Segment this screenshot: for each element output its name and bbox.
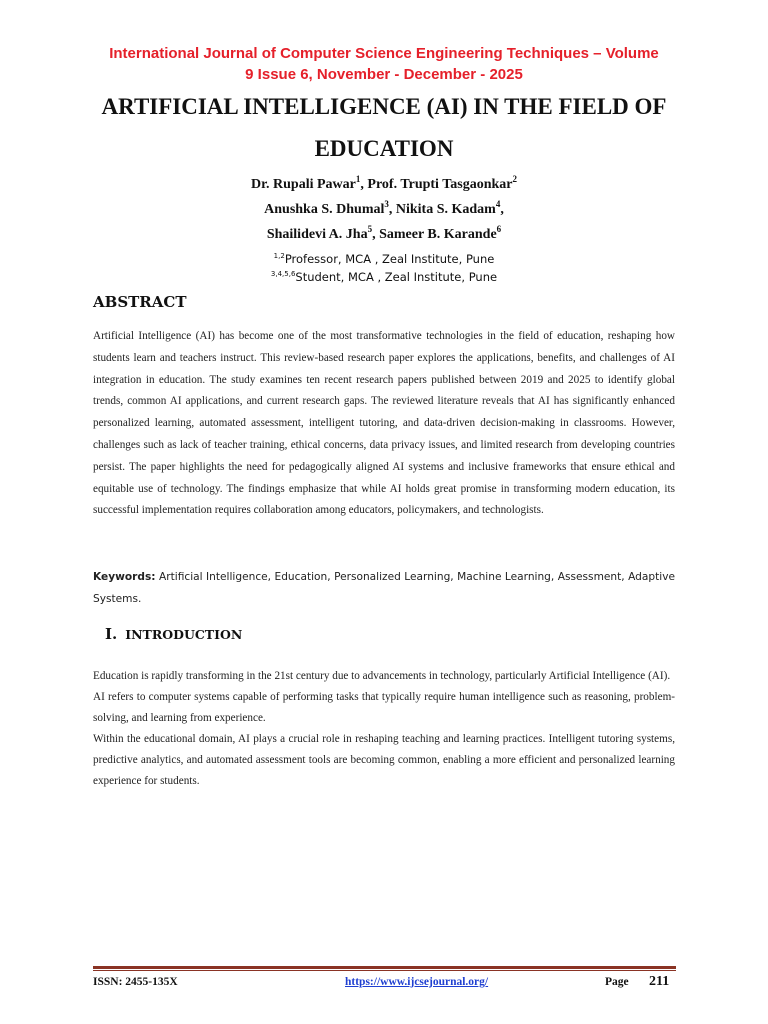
section-title: INTRODUCTION xyxy=(125,627,243,642)
page-number: 211 xyxy=(649,974,670,989)
author-name: Sameer B. Karande xyxy=(379,227,497,242)
paragraph: AI refers to computer systems capable of performing tasks that typically require human intelligence such as reasoning, problem-solving, and learning from experience. xyxy=(93,691,675,724)
paragraph: Education is rapidly transforming in the 21st century due to advancements in technology, particularly Artificial Intelligence (AI). xyxy=(93,670,671,682)
paper-title-line2: EDUCATION xyxy=(314,136,454,161)
journal-url-link[interactable]: https://www.ijcsejournal.org/ xyxy=(345,976,489,988)
page-label: Page xyxy=(605,976,629,988)
journal-header xyxy=(60,43,708,85)
author-sup: 2 xyxy=(512,174,517,184)
affiliation-list xyxy=(90,250,678,286)
affiliation-line xyxy=(90,268,678,286)
affiliation-text: Professor, MCA , Zeal Institute, Pune xyxy=(284,252,495,266)
journal-header-line2: 9 Issue 6, November - December - 2025 xyxy=(245,66,523,83)
abstract-heading: ABSTRACT xyxy=(93,293,187,311)
author-line: Anushka S. Dhumal$^3$, Nikita S. Kadam$^4$, xyxy=(264,199,504,217)
paper-title xyxy=(70,86,698,170)
author-sup: 1 xyxy=(355,174,361,184)
footer-divider-thin xyxy=(93,970,676,971)
author-sup: 6 xyxy=(496,224,502,234)
journal-header-line1: International Journal of Computer Science Engineering Techniques – Volume xyxy=(109,45,659,62)
keywords xyxy=(93,567,675,610)
keywords-label: Keywords: xyxy=(93,571,156,583)
keywords-text: Artificial Intelligence, Education, Personalized Learning, Machine Learning, Assessment, Adaptive Systems. xyxy=(93,571,675,605)
affiliation-line xyxy=(90,250,678,268)
author-list xyxy=(90,172,678,247)
introduction-body xyxy=(93,666,675,792)
paper-title-line1: ARTIFICIAL INTELLIGENCE (AI) IN THE FIELD OF xyxy=(101,94,667,119)
author-line: Dr. Rupali Pawar$^1$, Prof. Trupti Tasgaonkar$^2$ xyxy=(251,174,517,192)
section-number: I. xyxy=(105,625,118,643)
section-heading-introduction xyxy=(105,624,242,643)
footer-divider-thick xyxy=(93,966,676,969)
page-footer xyxy=(93,974,676,992)
affiliation-sup: 3,4,5,6 xyxy=(270,270,296,278)
abstract-text: Artificial Intelligence (AI) has become one of the most transformative technologies in the field of education, reshaping how students learn and teachers instruct. This review-based research paper explores the applications, benefits, and challenges of AI integration in education. The study examines ten recent research papers published between 2019 and 2025 to identify global trends, common AI applications, and current research gaps. The reviewed literature reveals that AI has significantly enhanced personalized learning, automated assessment, intelligent tutoring, and data-driven decision-making in classrooms. However, challenges such as lack of teacher training, ethical concerns, data privacy issues, and limited research from developing countries persist. The paper highlights the need for pedagogically aligned AI systems and inclusive frameworks that ensure ethical and equitable use of technology. The findings emphasize that while AI holds great promise in transforming modern education, its successful implementation requires collaboration among educators, policymakers, and technologists. xyxy=(93,330,675,517)
author-sup: 4 xyxy=(495,199,501,209)
author-sup: 5 xyxy=(367,224,373,234)
author-name: Anushka S. Dhumal xyxy=(264,202,385,217)
paragraph: Within the educational domain, AI plays a crucial role in reshaping teaching and learning practices. Intelligent tutoring systems, predictive analytics, and automated assessment tools are becoming common, enabling a more efficient and personalized learning experience for students. xyxy=(93,733,675,787)
affiliation-text: Student, MCA , Zeal Institute, Pune xyxy=(295,270,498,284)
author-name: Nikita S. Kadam xyxy=(395,202,496,217)
author-sup: 3 xyxy=(384,199,389,209)
affiliation-sup: 1,2 xyxy=(273,252,285,260)
author-name: Prof. Trupti Tasgaonkar xyxy=(367,177,513,192)
author-line: Shailidevi A. Jha$^5$, Sameer B. Karande$^6$ xyxy=(266,224,502,242)
author-name: Dr. Rupali Pawar xyxy=(251,177,356,192)
issn-label: ISSN: 2455-135X xyxy=(93,976,178,988)
author-name: Shailidevi A. Jha xyxy=(266,227,368,242)
